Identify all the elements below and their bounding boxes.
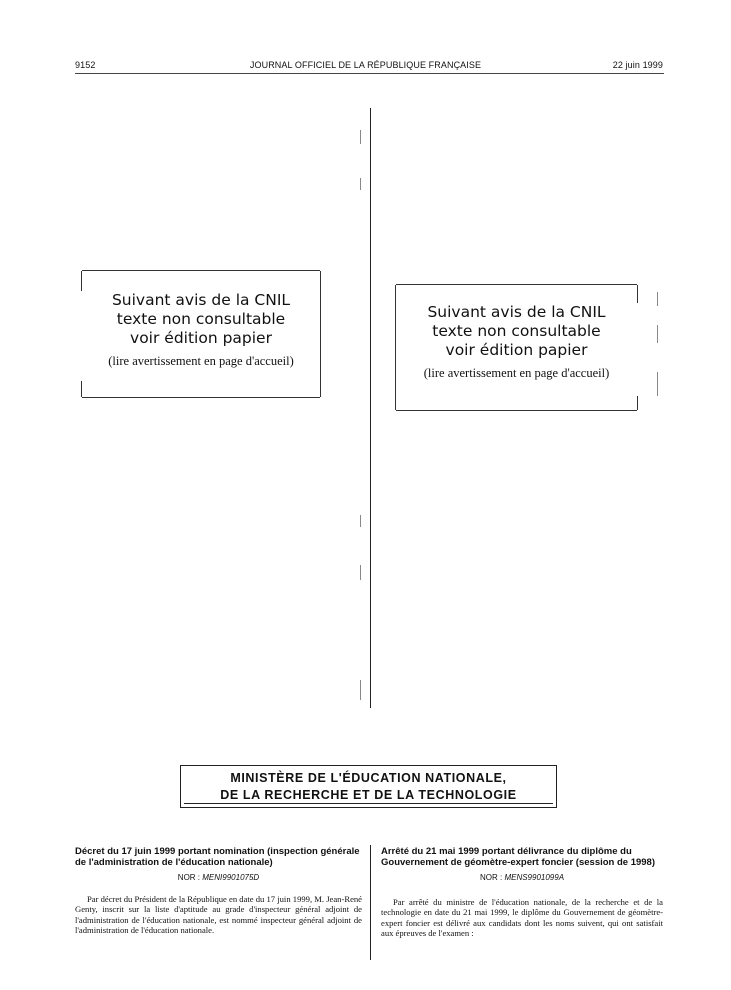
nor-label: NOR : bbox=[177, 873, 201, 882]
cnil-notice-box bbox=[396, 284, 637, 411]
nor-code: MENS9901099A bbox=[504, 873, 565, 882]
page-date: 22 juin 1999 bbox=[612, 60, 663, 70]
scan-speck bbox=[657, 325, 658, 343]
page-number: 9152 bbox=[75, 60, 96, 70]
scan-speck bbox=[360, 178, 361, 190]
cnil-notice-line: voir édition papier bbox=[130, 329, 272, 347]
article-decree bbox=[75, 846, 362, 935]
header-rule bbox=[75, 73, 664, 74]
article-arrete bbox=[381, 846, 663, 938]
article-title: Décret du 17 juin 1999 portant nomination (inspection générale de l'administration de l'éducation nationale) bbox=[75, 846, 360, 868]
scan-speck bbox=[360, 130, 361, 144]
box-border bbox=[81, 381, 82, 397]
ministry-line-2: DE LA RECHERCHE ET DE LA TECHNOLOGIE bbox=[220, 788, 517, 802]
nor-reference bbox=[381, 873, 663, 882]
scan-speck bbox=[657, 292, 658, 306]
column-divider bbox=[370, 108, 371, 708]
box-border bbox=[81, 271, 82, 291]
ministry-line-1: MINISTÈRE DE L'ÉDUCATION NATIONALE, bbox=[230, 771, 507, 785]
nor-code: MENI9901075D bbox=[202, 873, 260, 882]
scan-speck bbox=[360, 565, 361, 580]
cnil-notice-box bbox=[82, 270, 320, 398]
cnil-notice-note: (lire avertissement en page d'accueil) bbox=[423, 366, 610, 380]
scan-speck bbox=[360, 515, 361, 527]
cnil-notice-note: (lire avertissement en page d'accueil) bbox=[108, 354, 294, 368]
cnil-notice-line: voir édition papier bbox=[445, 341, 588, 359]
article-body: Par arrêté du ministre de l'éducation nationale, de la recherche et de la technologie en date du 21 mai 1999, le diplôme du Gouvernement de géomètre-expert foncier est délivré aux candidats dont les noms suivent, qui ont satisfait aux épreuves de l'examen : bbox=[381, 897, 663, 938]
box-border bbox=[637, 285, 638, 303]
article-body: Par décret du Président de la République en date du 17 juin 1999, M. Jean-René Genty, inscrit sur la liste d'aptitude au grade d'inspecteur général adjoint de l'administration de l'éducation nationale, est nommé inspecteur général adjoint de l'administration de l'éducation nationale. bbox=[75, 894, 362, 935]
cnil-notice-line: texte non consultable bbox=[116, 310, 286, 328]
box-border bbox=[395, 285, 396, 410]
nor-label: NOR : bbox=[479, 873, 503, 882]
column-divider bbox=[370, 845, 371, 960]
cnil-notice-line: texte non consultable bbox=[432, 322, 601, 340]
box-border bbox=[320, 271, 321, 397]
box-border bbox=[637, 396, 638, 410]
box-rule bbox=[184, 803, 553, 804]
article-title: Arrêté du 21 mai 1999 portant délivrance du diplôme du Gouvernement de géomètre-expert foncier (session de 1998) bbox=[381, 846, 656, 868]
scan-speck bbox=[657, 372, 658, 396]
nor-reference bbox=[75, 873, 362, 882]
cnil-notice-line: Suivant avis de la CNIL bbox=[111, 291, 291, 309]
scan-speck bbox=[360, 680, 361, 700]
journal-title: JOURNAL OFFICIEL DE LA RÉPUBLIQUE FRANÇAISE bbox=[249, 60, 482, 70]
ministry-heading-box bbox=[180, 765, 557, 808]
cnil-notice-line: Suivant avis de la CNIL bbox=[427, 303, 606, 321]
